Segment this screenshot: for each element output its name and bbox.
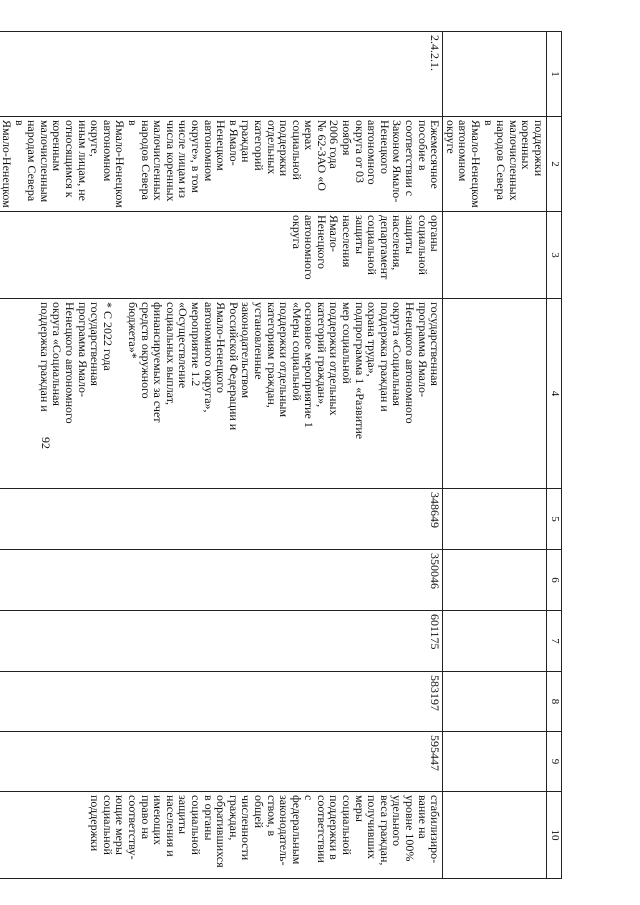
column-number: 4	[547, 299, 562, 489]
column-number-row	[547, 32, 562, 879]
column-number: 6	[547, 550, 562, 611]
measures-table	[0, 31, 562, 879]
table-row	[0, 32, 443, 879]
continued-description: поддержки коренных малочисленных народов Севера в Ямало-Ненецком автономном округе	[443, 120, 546, 208]
page-number: 92	[39, 437, 53, 449]
column-number: 2	[547, 117, 562, 212]
column-number: 1	[547, 32, 562, 117]
value-col-5: 348649	[428, 492, 443, 528]
expected-result: стабилизиро- вание на уровне 100% удельного веса граждан, получивших меры социальной поддержки в соответствии с федеральным законодатель- ством, в общей численности граждан, обратившихся в органы социальной защиты населения и имеющих право на соответству- ющие меры социальной поддержки	[88, 795, 443, 868]
column-number: 7	[547, 611, 562, 672]
column-number: 5	[547, 489, 562, 550]
row-id: 2.4.2.1.	[428, 35, 443, 71]
column-number: 3	[547, 212, 562, 299]
column-number: 8	[547, 672, 562, 732]
value-col-7: 601175	[428, 614, 443, 650]
continuation-row	[443, 32, 547, 879]
responsible-executor: органы социальной защиты населения, департамент социальной защиты населения Ямало- Ненецкого автономного округа	[289, 215, 443, 280]
value-col-6: 350046	[428, 553, 443, 589]
value-col-9: 595447	[428, 735, 443, 771]
column-number: 9	[547, 732, 562, 792]
program-reference: государственная программа Ямало- Ненецкого автономного округа «Социальная поддержка граждан и охрана труда», подпрограмма 1 «Развитие мер социальной поддержки отдельных категорий граждан», основное мероприятие 1 «Меры социальной поддержки отдельным категориям граждан, установленные законодательством Российской Федерации и Ямало-Ненецкого автономного округа», мероприятие 1.2 «Осуществление социальных выплат, финансируемых за счет средств окружного бюджета»* * С 2022 года государственная программа Ямало- Ненецкого автономного округа «Социальная поддержка граждан и	[37, 302, 443, 440]
column-number: 10	[547, 792, 562, 879]
measure-description: Ежемесячное пособие в соответствии с Законом Ямало- Ненецкого автономного округа от 03 ноября 2006 года № 62-ЗАО «О мерах социальной поддержки отдельных категорий граждан в Ямало-Ненецком автономном округе», в том числе лицам из числа коренных малочисленных народов Севера в Ямало-Ненецком автономном округе, иным лицам, не относящимся к коренным малочисленным народам Севера в Ямало-Ненецком	[0, 120, 443, 208]
value-col-8: 583197	[428, 675, 443, 711]
